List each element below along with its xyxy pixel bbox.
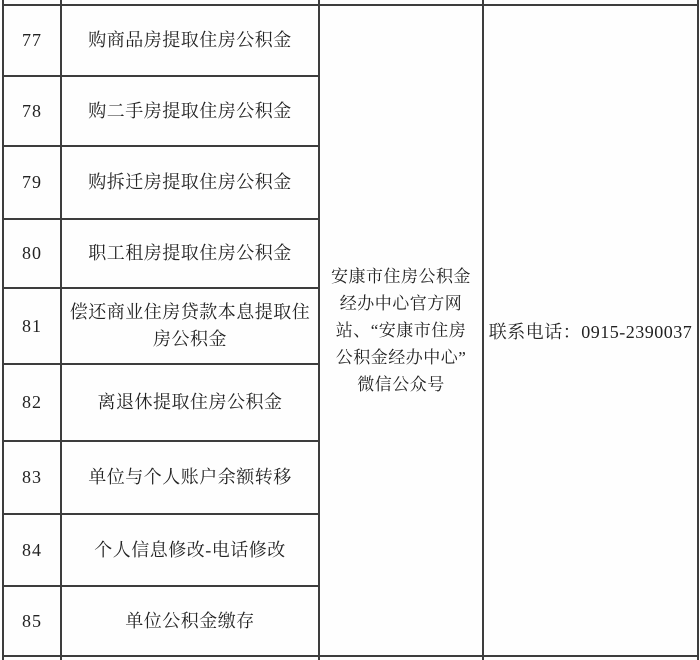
service-name-cell: 单位公积金缴存 bbox=[61, 586, 319, 656]
table-row bbox=[3, 5, 698, 76]
service-name-cell: 个人信息修改-电话修改 bbox=[61, 514, 319, 586]
row-number-cell: 85 bbox=[3, 586, 61, 656]
service-name-cell: 偿还商业住房贷款本息提取住房公积金 bbox=[61, 288, 319, 364]
empty-cell bbox=[3, 656, 61, 660]
channel-line: 经办中心官方网 bbox=[339, 294, 463, 313]
empty-cell bbox=[319, 656, 483, 660]
contact-label: 联系电话： bbox=[488, 321, 582, 342]
empty-cell bbox=[61, 656, 319, 660]
contact-phone: 0915-2390037 bbox=[581, 321, 693, 342]
row-number-cell: 77 bbox=[3, 5, 61, 76]
service-name-cell: 职工租房提取住房公积金 bbox=[61, 219, 319, 288]
service-name-cell: 购二手房提取住房公积金 bbox=[61, 76, 319, 146]
row-number-cell: 84 bbox=[3, 514, 61, 586]
row-number-cell: 78 bbox=[3, 76, 61, 146]
row-number-cell: 81 bbox=[3, 288, 61, 364]
channel-cell bbox=[319, 5, 483, 656]
row-number-cell: 79 bbox=[3, 146, 61, 219]
service-name-cell: 离退休提取住房公积金 bbox=[61, 364, 319, 441]
service-name-cell: 单位与个人账户余额转移 bbox=[61, 441, 319, 514]
channel-line: 站、“安康市住房 bbox=[335, 321, 467, 340]
row-number-cell: 83 bbox=[3, 441, 61, 514]
channel-line: 安康市住房公积金 bbox=[331, 267, 471, 286]
row-number-cell: 82 bbox=[3, 364, 61, 441]
channel-line: 微信公众号 bbox=[357, 375, 445, 394]
contact-cell bbox=[483, 5, 698, 656]
channel-line: 公积金经办中心” bbox=[335, 348, 467, 367]
row-number-cell: 80 bbox=[3, 219, 61, 288]
service-name-cell: 购商品房提取住房公积金 bbox=[61, 5, 319, 76]
service-name-cell: 购拆迁房提取住房公积金 bbox=[61, 146, 319, 219]
table-row-partial-bottom bbox=[3, 656, 698, 660]
service-table bbox=[2, 0, 699, 660]
empty-cell bbox=[483, 656, 698, 660]
